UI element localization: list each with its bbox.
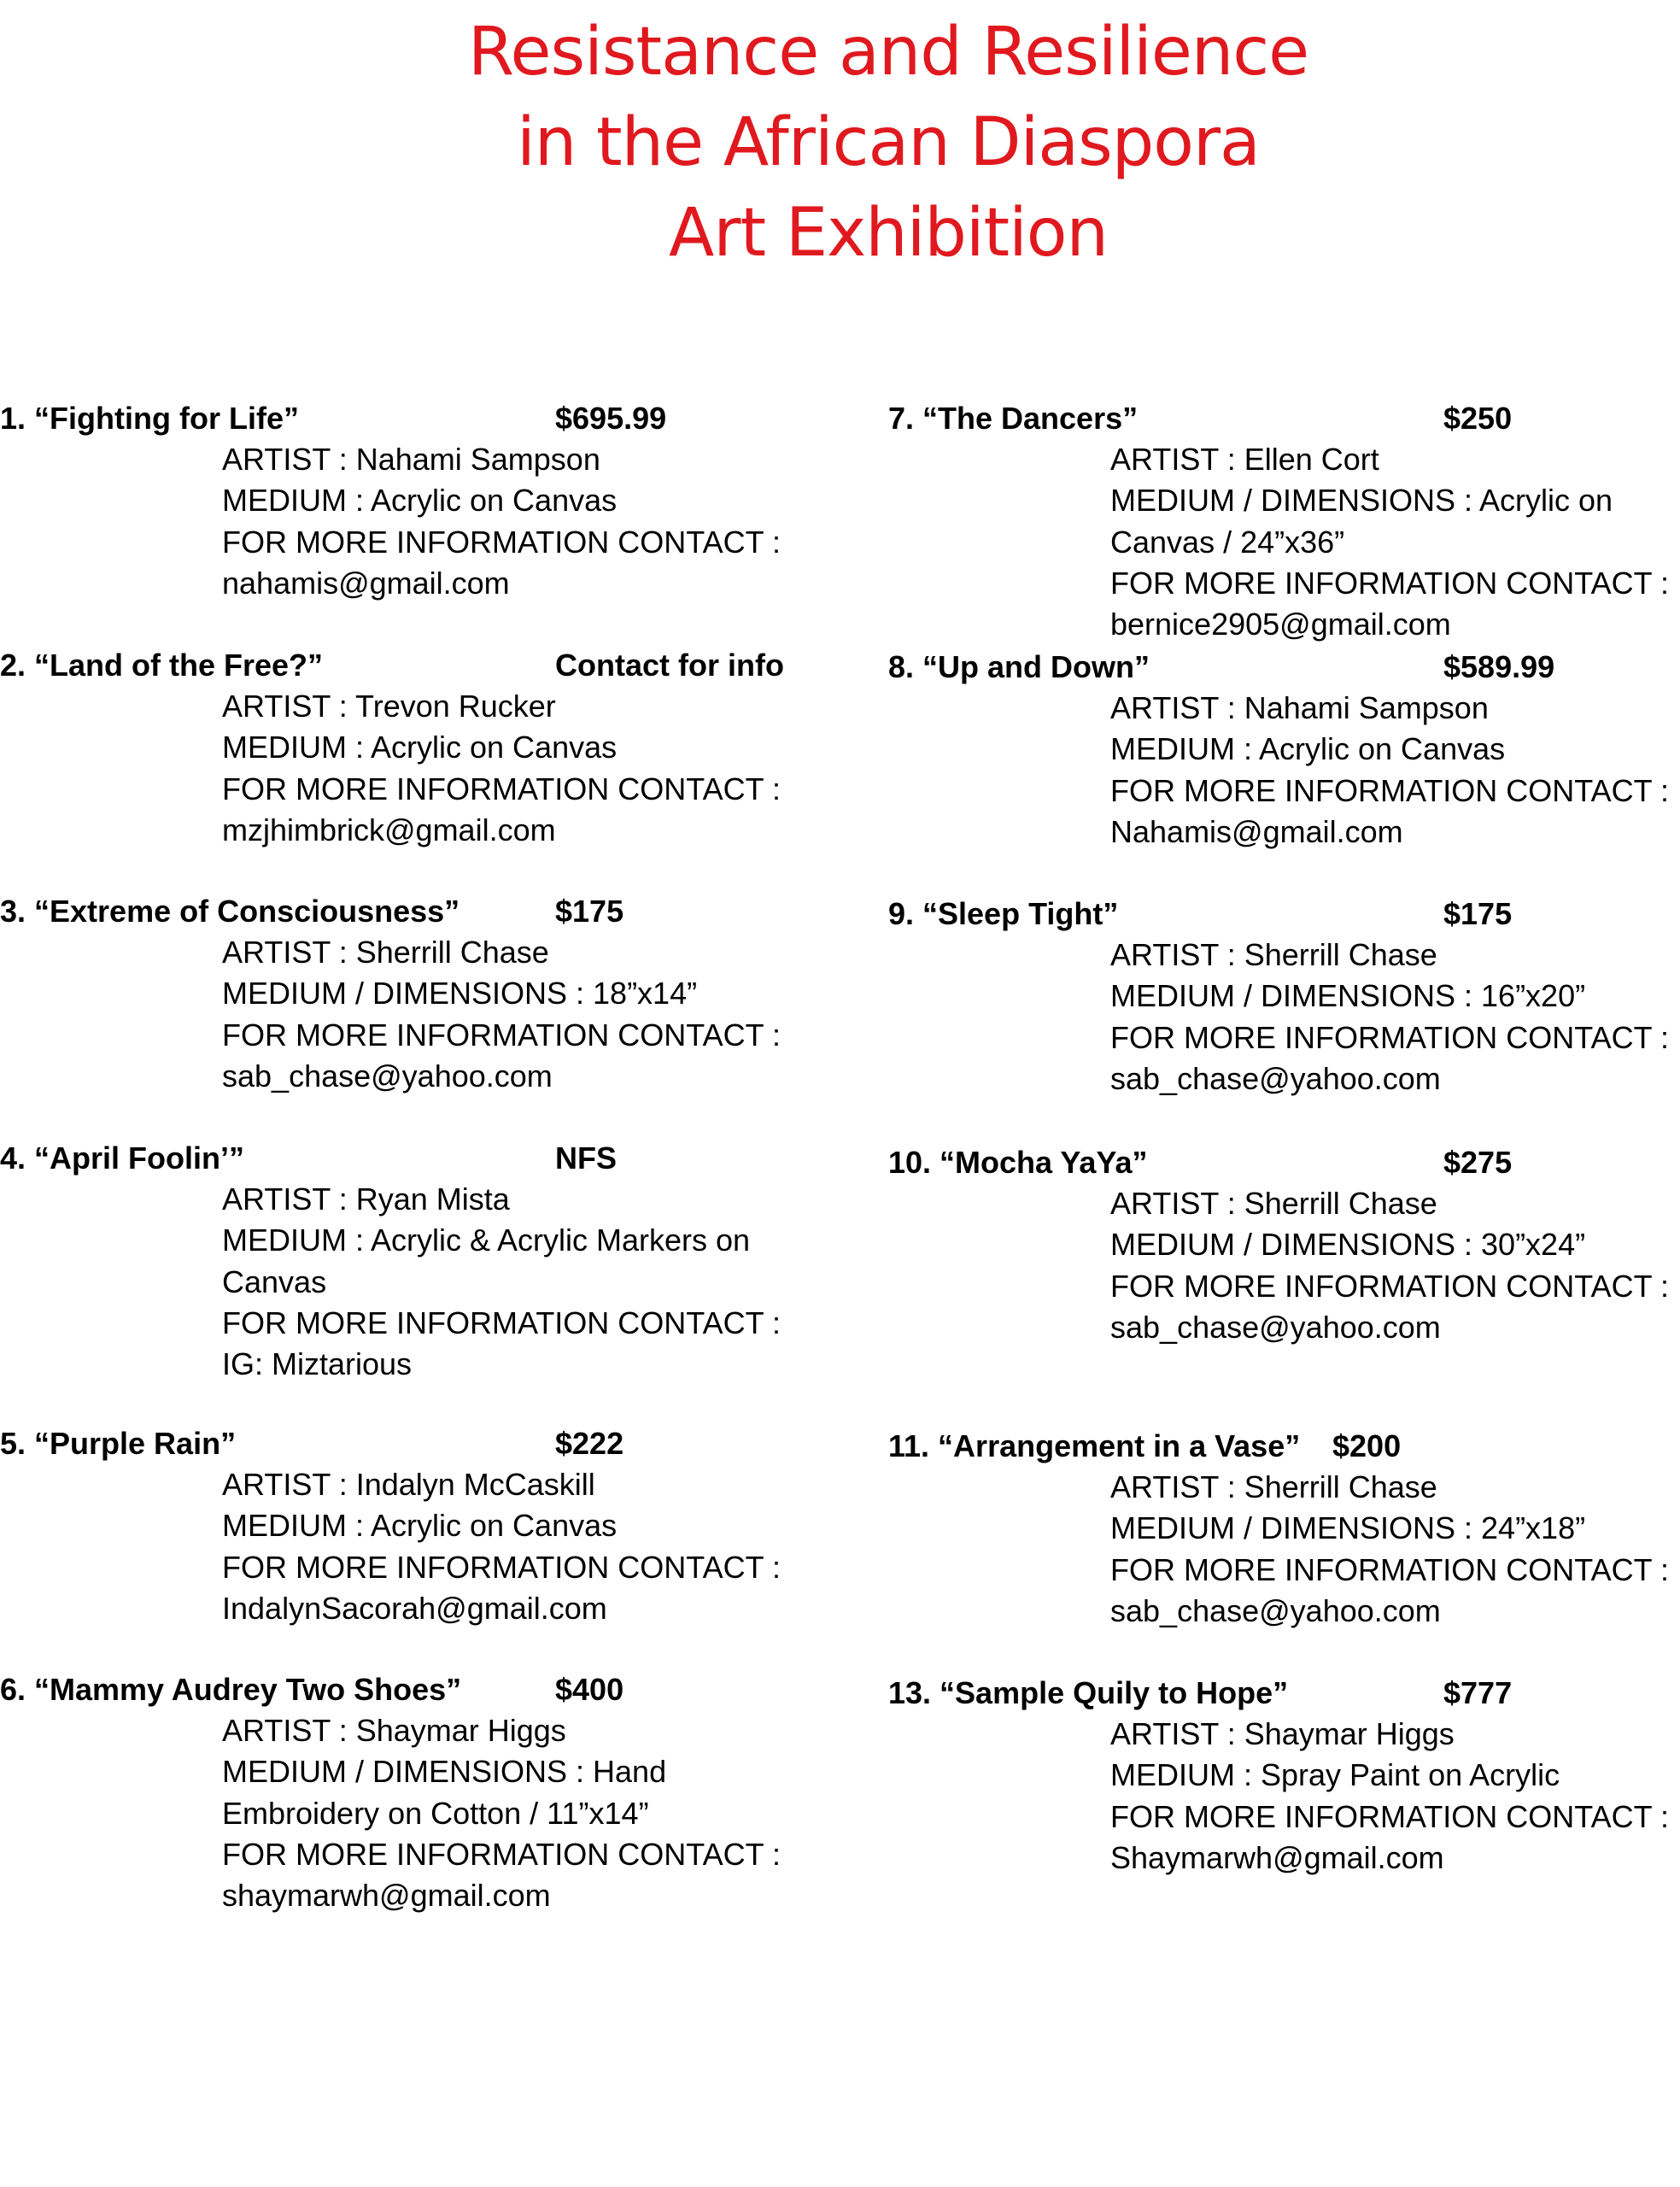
artwork-title: 3. “Extreme of Consciousness” (0, 894, 460, 929)
artwork-details (222, 686, 820, 851)
medium-line: MEDIUM / DIMENSIONS : Acrylic on (1110, 483, 1613, 519)
contact-label: FOR MORE INFORMATION CONTACT : (1110, 1551, 1669, 1587)
title-line-1: Resistance and Resilience (467, 14, 1309, 91)
contact-label: FOR MORE INFORMATION CONTACT : (1110, 772, 1669, 808)
contact-info: sab_chase@yahoo.com (222, 1058, 553, 1094)
artwork-entry (888, 1673, 1680, 1879)
contact-info: bernice2905@gmail.com (1110, 607, 1451, 642)
artwork-price: $250 (1443, 401, 1513, 436)
artwork-price: $589.99 (1443, 649, 1555, 684)
artwork-details (1110, 1183, 1680, 1348)
artwork-details (222, 439, 820, 604)
artwork-price: $275 (1443, 1145, 1513, 1180)
artwork-entry (888, 1426, 1680, 1632)
artwork-details (222, 1710, 820, 1916)
artist-line: ARTIST : Indalyn McCaskill (222, 1467, 595, 1502)
artwork-entry (888, 1142, 1680, 1348)
artwork-details (222, 1179, 820, 1385)
contact-info: IG: Miztarious (222, 1346, 413, 1382)
artwork-price: $777 (1443, 1675, 1513, 1710)
artwork-heading (888, 398, 1680, 439)
contact-label: FOR MORE INFORMATION CONTACT : (1110, 1019, 1669, 1055)
artwork-price: $222 (555, 1426, 624, 1461)
artwork-heading (888, 1426, 1680, 1467)
artwork-entry (888, 894, 1680, 1099)
contact-label: FOR MORE INFORMATION CONTACT : (1110, 1268, 1669, 1304)
artwork-heading (888, 1673, 1680, 1714)
artist-line: ARTIST : Sherrill Chase (222, 935, 549, 970)
artwork-entry (0, 1423, 820, 1629)
contact-label: FOR MORE INFORMATION CONTACT : (222, 1836, 781, 1872)
contact-label: FOR MORE INFORMATION CONTACT : (222, 1017, 781, 1052)
artwork-heading (0, 1138, 820, 1179)
artwork-entry (0, 398, 820, 604)
artwork-heading (888, 894, 1680, 935)
artwork-title: 7. “The Dancers” (888, 401, 1139, 436)
artwork-details (1110, 1467, 1680, 1632)
contact-info: sab_chase@yahoo.com (1110, 1309, 1441, 1345)
artist-line: ARTIST : Sherrill Chase (1110, 1469, 1437, 1504)
artwork-price: $400 (555, 1672, 624, 1707)
artwork-title: 6. “Mammy Audrey Two Shoes” (0, 1672, 462, 1707)
artist-line: ARTIST : Sherrill Chase (1110, 937, 1437, 972)
artist-line: ARTIST : Shaymar Higgs (222, 1713, 566, 1748)
detail-line: Embroidery on Cotton / 11”x14” (222, 1795, 649, 1831)
detail-line: Canvas / 24”x36” (1110, 524, 1345, 560)
artwork-title: 8. “Up and Down” (888, 649, 1150, 684)
artwork-details (222, 1464, 820, 1629)
artist-line: ARTIST : Ellen Cort (1110, 442, 1379, 477)
artwork-entry (0, 891, 820, 1097)
contact-info: Shaymarwh@gmail.com (1110, 1839, 1444, 1875)
artwork-entry (888, 647, 1680, 853)
artist-line: ARTIST : Sherrill Chase (1110, 1186, 1437, 1221)
artwork-heading (888, 1142, 1680, 1183)
artwork-title: 4. “April Foolin’” (0, 1140, 244, 1176)
medium-line: MEDIUM : Acrylic on Canvas (222, 730, 618, 765)
artwork-details (1110, 1714, 1680, 1879)
artwork-details (1110, 935, 1680, 1099)
title-line-2: in the African Diaspora (517, 104, 1260, 181)
detail-line: Canvas (222, 1264, 327, 1299)
artwork-price: $175 (1443, 896, 1513, 931)
medium-line: MEDIUM / DIMENSIONS : 18”x14” (222, 976, 698, 1011)
medium-line: MEDIUM / DIMENSIONS : 24”x18” (1110, 1510, 1586, 1546)
medium-line: MEDIUM : Acrylic on Canvas (222, 1508, 618, 1544)
contact-label: FOR MORE INFORMATION CONTACT : (1110, 565, 1669, 601)
exhibition-title (0, 7, 1680, 279)
contact-label: FOR MORE INFORMATION CONTACT : (222, 1549, 781, 1585)
medium-line: MEDIUM : Acrylic on Canvas (222, 483, 618, 519)
artist-line: ARTIST : Shaymar Higgs (1110, 1716, 1455, 1751)
artwork-details (1110, 688, 1680, 853)
artist-line: ARTIST : Ryan Mista (222, 1181, 510, 1217)
artwork-heading (0, 645, 820, 686)
medium-line: MEDIUM : Acrylic & Acrylic Markers on (222, 1222, 751, 1258)
artist-line: ARTIST : Nahami Sampson (1110, 690, 1489, 725)
artwork-heading (888, 647, 1680, 688)
medium-line: MEDIUM / DIMENSIONS : 30”x24” (1110, 1227, 1586, 1263)
artwork-heading (0, 1669, 820, 1710)
artwork-title: 9. “Sleep Tight” (888, 896, 1119, 931)
contact-info: sab_chase@yahoo.com (1110, 1592, 1441, 1628)
artwork-title: 2. “Land of the Free?” (0, 648, 324, 683)
artwork-entry (888, 398, 1680, 645)
contact-label: FOR MORE INFORMATION CONTACT : (222, 524, 781, 560)
artwork-title: 11. “Arrangement in a Vase” (888, 1428, 1301, 1463)
medium-line: MEDIUM / DIMENSIONS : Hand (222, 1754, 667, 1790)
contact-info: shaymarwh@gmail.com (222, 1878, 551, 1914)
contact-info: Nahamis@gmail.com (1110, 813, 1403, 849)
artwork-details (1110, 439, 1680, 645)
contact-info: IndalynSacorah@gmail.com (222, 1590, 607, 1626)
contact-info: sab_chase@yahoo.com (1110, 1060, 1441, 1096)
contact-label: FOR MORE INFORMATION CONTACT : (222, 1305, 781, 1340)
contact-label: FOR MORE INFORMATION CONTACT : (222, 771, 781, 806)
artwork-heading (0, 891, 820, 932)
artwork-title: 5. “Purple Rain” (0, 1426, 237, 1461)
artwork-price: $200 (1332, 1428, 1402, 1463)
contact-info: mzjhimbrick@gmail.com (222, 812, 556, 847)
artwork-entry (0, 1669, 820, 1916)
artwork-title: 13. “Sample Quily to Hope” (888, 1675, 1289, 1710)
title-line-3: Art Exhibition (669, 195, 1108, 272)
artwork-details (222, 932, 820, 1097)
artist-line: ARTIST : Trevon Rucker (222, 689, 556, 724)
contact-label: FOR MORE INFORMATION CONTACT : (1110, 1798, 1669, 1834)
artwork-price: $695.99 (555, 401, 667, 436)
medium-line: MEDIUM / DIMENSIONS : 16”x20” (1110, 978, 1586, 1014)
contact-info: nahamis@gmail.com (222, 565, 510, 601)
artwork-price: NFS (555, 1140, 617, 1176)
artwork-heading (0, 1423, 820, 1464)
medium-line: MEDIUM : Acrylic on Canvas (1110, 731, 1506, 767)
artwork-title: 1. “Fighting for Life” (0, 401, 299, 436)
artwork-price: Contact for info (555, 648, 784, 683)
artwork-heading (0, 398, 820, 439)
artwork-title: 10. “Mocha YaYa” (888, 1145, 1148, 1180)
medium-line: MEDIUM : Spray Paint on Acrylic (1110, 1757, 1560, 1793)
artist-line: ARTIST : Nahami Sampson (222, 442, 600, 477)
artwork-entry (0, 645, 820, 851)
artwork-price: $175 (555, 894, 624, 929)
artwork-entry (0, 1138, 820, 1385)
